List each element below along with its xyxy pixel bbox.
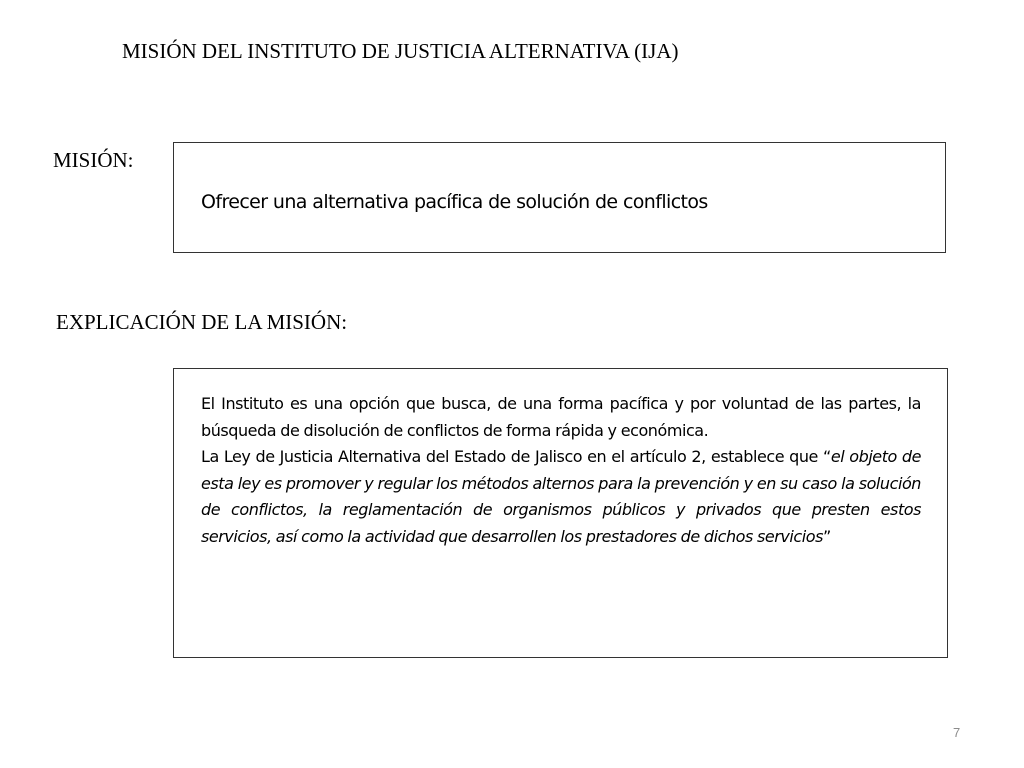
explanation-paragraph-2	[201, 444, 921, 550]
law-quote-close: ”	[823, 526, 831, 546]
mission-text: Ofrecer una alternativa pacífica de solución de conflictos	[201, 191, 708, 213]
explanation-label: EXPLICACIÓN DE LA MISIÓN:	[56, 310, 348, 334]
explanation-body	[201, 391, 921, 550]
page-number: 7	[953, 725, 961, 740]
mission-label: MISIÓN:	[53, 148, 134, 172]
explanation-paragraph-1: El Instituto es una opción que busca, de una forma pacífica y por voluntad de las partes, la búsqueda de disolución de conflictos de forma rápida y económica.	[201, 394, 921, 440]
law-citation-intro: La Ley de Justicia Alternativa del Estado de Jalisco en el artículo 2, establece que “	[201, 447, 831, 466]
slide-title: MISIÓN DEL INSTITUTO DE JUSTICIA ALTERNATIVA (IJA)	[122, 39, 679, 63]
explanation-box	[173, 368, 948, 658]
law-quote: el objeto de esta ley es promover y regular los métodos alternos para la prevención y en su caso la solución de conflictos, la reglamentación de organismos públicos y privados que presten estos servicios, así como la actividad que desarrollen los prestadores de dichos servicios	[201, 447, 922, 546]
mission-box	[173, 142, 946, 253]
